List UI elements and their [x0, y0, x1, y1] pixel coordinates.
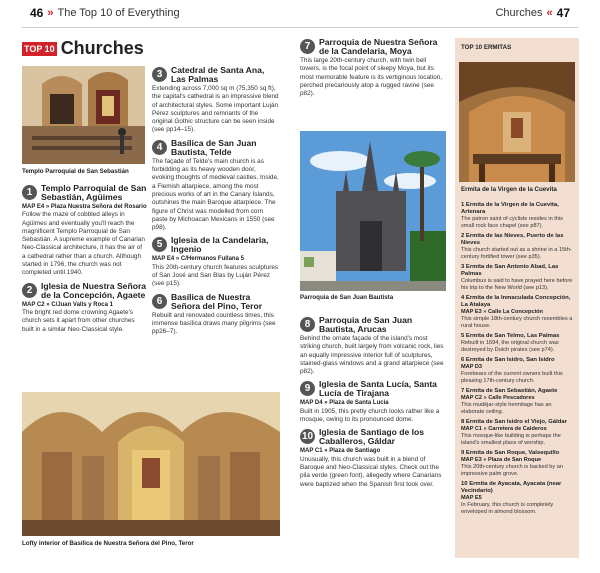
entry-map: MAP E4 » Plaza Nuestra Señora del Rosario: [22, 204, 147, 210]
sidebar-item-desc: This 20th-century church is backed by an impressive palm grove.: [461, 464, 563, 477]
entry-number: 3: [152, 67, 167, 82]
column-2: [152, 66, 279, 341]
sidebar-item-desc: This church started out as a shrine in a 15th-century fortified tower (see p35).: [461, 247, 572, 260]
entry-title: Iglesia de la Candelaria, Ingenio: [171, 235, 269, 255]
sidebar-item-map: MAP E3 » Plaza de San Roque: [461, 457, 542, 463]
sidebar-item-name: 4 Ermita de la Inmaculada Concepción, La Atalaya: [461, 295, 571, 308]
entry-6: [152, 293, 279, 337]
sidebar-item-desc: This mudéjar-style hermitage has an elaborate ceiling.: [461, 402, 552, 415]
entry-7: [300, 38, 448, 98]
photo-san-juan-bautista-arucas: [300, 131, 446, 291]
entry-number: 4: [152, 140, 167, 155]
column-3-top: [300, 38, 448, 102]
entry-number: 1: [22, 185, 37, 200]
entry-number: 5: [152, 237, 167, 252]
sidebar-top10-ermitas: [455, 38, 579, 558]
entry-number: 2: [22, 283, 37, 298]
sidebar-item: [461, 202, 575, 230]
sidebar-item: [461, 264, 575, 292]
sidebar-item-map: MAP E5: [461, 495, 482, 501]
entry-number: 7: [300, 39, 315, 54]
entry-title: Catedral de Santa Ana, Las Palmas: [171, 65, 265, 84]
sidebar-item-name: 3 Ermita de San Antonio Abad, Las Palmas: [461, 264, 559, 277]
entry-description: Rebuilt and renovated countless times, this immense basílica draws many pilgrims (see pp26–7).: [152, 311, 276, 336]
sidebar-list: [461, 202, 575, 519]
right-page-number: 47: [556, 6, 570, 20]
sidebar-item-map: MAP C1 » Carretera de Caideros: [461, 426, 547, 432]
entry-map: MAP C1 » Plaza de Santiago: [300, 448, 381, 455]
header-separator-icon: «: [546, 7, 553, 19]
column-1: [22, 184, 147, 338]
sidebar-photo-caption: Ermita de la Virgen de la Cuevita: [461, 186, 557, 193]
entry-title: Basílica de Nuestra Señora del Pino, Teror: [171, 291, 263, 311]
photo3-caption: Parroquia de San Juan Bautista: [300, 294, 394, 301]
entry-description: The façade of Telde's main church is as forbidding as its heavy wooden door, evoking thoughts of medieval castles. Inside, a Flemish altarpiece, among the most precious works of art in the Canary Islands, outshines the main Baroque altarpiece. The figure of Christ was modelled from corn paste by Michoacan Mexicans in 1550 (see p98).: [152, 157, 279, 232]
entry-number: 6: [152, 294, 167, 309]
sidebar-title: TOP 10 ERMITAS: [461, 44, 512, 51]
page-title: Churches: [60, 38, 144, 58]
entry-3: [152, 66, 279, 135]
entry-description: Built in 1905, this pretty church looks rather like a mosque, owing to its pronounced dome.: [300, 407, 440, 424]
sidebar-item-desc: Forebears of the current owners built this pleasing 17th-century church.: [461, 371, 563, 384]
sidebar-item: [461, 333, 575, 354]
column-3-bottom: [300, 316, 448, 493]
photo-basilica-pino-interior: [22, 392, 280, 536]
sidebar-item-desc: Columbus is said to have prayed here before his trip to the New World (see p13).: [461, 278, 573, 291]
sidebar-item: [461, 388, 575, 416]
sidebar-item: [461, 481, 575, 516]
chapter-title-row: [22, 38, 144, 59]
entry-5: [152, 236, 279, 288]
sidebar-item-name: 2 Ermita de las Nieves, Puerto de las Nieves: [461, 233, 564, 246]
sidebar-item-desc: This simple 18th-century church resembles a rural house.: [461, 316, 573, 329]
entry-4: [152, 139, 279, 233]
entry-number: 10: [301, 431, 314, 443]
left-running-header: [30, 0, 180, 26]
entry-description: Behind the ornate façade of the island's most striking church, built largely from volcanic rock, lies an equally impressive interior full of sculptures, stained-glass windows and a grand altarpiece (see p82).: [300, 335, 444, 376]
entry-description: Follow the maze of cobbled alleys in Agüimes and eventually you'll reach the magnificent Templo Parroquial de San Sebastián. A supreme example of Canarian Neo-Classical architecture, it has the air of a cathedral rather than a church. Although started in 1796, the church was not completed until 1940.: [22, 211, 145, 277]
entry-10: [300, 428, 448, 488]
sidebar-item-desc: The patron saint of cyclists resides in this small rock face chapel (see p87).: [461, 216, 563, 229]
sidebar-item-name: 8 Ermita de San Isidro el Viejo, Gáldar: [461, 419, 567, 425]
right-header-title: Churches: [495, 7, 543, 19]
sidebar-item-map: MAP E3 » Calle La Concepción: [461, 309, 543, 315]
entry-title: Iglesia de Santiago de los Caballeros, Gáldar: [319, 427, 425, 447]
entry-title: Iglesia de Santa Lucía, Santa Lucía de Tirajana: [319, 379, 437, 399]
entry-title: Parroquia de Nuestra Señora de la Candelaria, Moya: [319, 37, 438, 56]
entry-9: [300, 380, 448, 424]
photo2-caption: Lofty interior of Basílica de Nuestra Señora del Pino, Teror: [22, 540, 194, 547]
sidebar-item: [461, 357, 575, 385]
entry-8: [300, 316, 448, 376]
entry-title: Parroquia de San Juan Bautista, Arucas: [319, 315, 413, 334]
sidebar-item-desc: This mosque-like building is perhaps the island's smallest place of worship.: [461, 433, 561, 446]
sidebar-item-map: MAP D3: [461, 364, 483, 370]
entry-description: Extending across 7,000 sq m (75,350 sq ft), the capital's cathedral is an impressive blend of architectural styles. Some important Luján Pérez sculptures and remnants of the original Gothic structure can be seen inside (see pp14–15).: [152, 85, 279, 134]
sidebar-item: [461, 419, 575, 447]
entry-description: This large 20th-century church, with twin bell towers, is the focal point of sleepy Moya, but its most memorable feature is its vertiginous location, perched precariously atop a rugged ravine (see p82).: [300, 57, 443, 98]
sidebar-item-desc: In February, this church is completely enveloped in almond blossom.: [461, 502, 554, 515]
sidebar-item-name: 1 Ermita de la Virgen de la Cuevita, Artenara: [461, 202, 559, 215]
entry-description: The bright red dome crowning Agaete's church sets it apart from other churches built in a similar Neo-Classical style.: [22, 308, 135, 333]
entry-title: Basílica de San Juan Bautista, Telde: [171, 137, 257, 157]
top10-badge: TOP 10: [24, 43, 55, 54]
sidebar-item-name: 6 Ermita de San Isidro, San Isidro: [461, 357, 555, 363]
sidebar-item: [461, 450, 575, 478]
right-running-header: [495, 0, 570, 26]
photo1-caption: Templo Parroquial de San Sebastián: [22, 168, 129, 175]
entry-number: 8: [300, 317, 315, 332]
entry-title: Templo Parroquial de San Sebastián, Agüimes: [41, 183, 147, 202]
entry-number: 9: [300, 381, 315, 396]
photo-ermita-cuevita: [459, 62, 575, 182]
sidebar-item-name: 10 Ermita de Ayacata, Ayacata (near Vecindario): [461, 481, 562, 494]
entry-map: MAP E4 » C/Hermanos Fullana 5: [152, 256, 244, 263]
header-separator-icon: »: [47, 7, 54, 19]
left-header-title: The Top 10 of Everything: [57, 7, 180, 19]
sidebar-item: [461, 295, 575, 330]
entry-map: MAP D4 » Plaza de Santa Lucía: [300, 400, 389, 407]
sidebar-item-map: MAP C2 » Calle Pescadores: [461, 395, 535, 401]
entry-1: [22, 184, 147, 278]
left-page-number: 46: [30, 6, 44, 20]
entry-title: Iglesia de Nuestra Señora de la Concepción, Agaete: [41, 280, 147, 300]
header-rule: [22, 27, 578, 28]
photo-templo-san-sebastian: [22, 66, 145, 164]
sidebar-item-name: 9 Ermita de San Roque, Valsequillo: [461, 450, 560, 456]
entry-map: MAP C2 » C/Juan Valls y Roca 1: [22, 301, 113, 308]
sidebar-item-name: 7 Ermita de San Sebastián, Agaete: [461, 388, 558, 394]
entry-description: Unusually, this church was built in a blend of Baroque and Neo-Classical styles. Check out the pila verde (green font), allegedly where Canarians were baptized when the Spanish first took over.: [300, 455, 442, 488]
sidebar-item-desc: Rebuilt in 1694, the original church was destroyed by Dutch pirates (see p74).: [461, 340, 559, 353]
entry-description: This 20th-century church features sculptures of San José and San Blas by Luján Pérez (see p15).: [152, 263, 279, 288]
entry-2: [22, 282, 147, 334]
sidebar-item-name: 5 Ermita de San Telmo, Las Palmas: [461, 333, 560, 339]
sidebar-item: [461, 233, 575, 261]
